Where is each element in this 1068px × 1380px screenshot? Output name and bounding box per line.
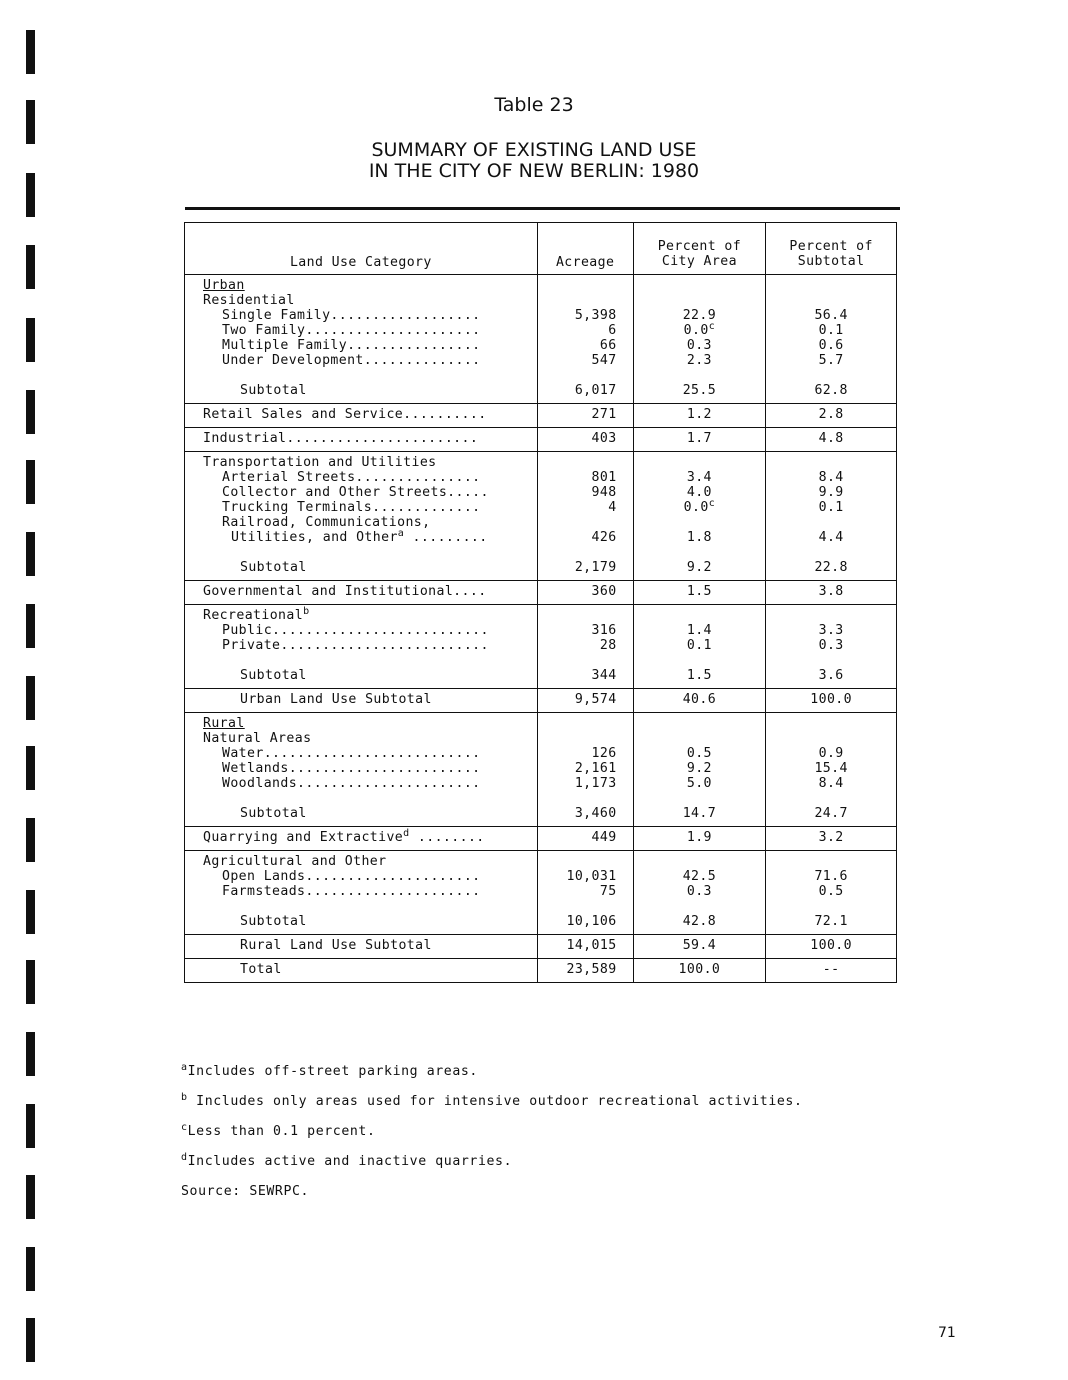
footnote: $^b$ Includes only areas used for intensive outdoor recreational activities. (181, 1092, 803, 1109)
footnote-marker: c (708, 321, 716, 332)
row-label: Public.......................... (222, 623, 489, 638)
subtotal-label: Rural Land Use Subtotal (240, 938, 432, 953)
column-header-percent-city: Percent of City Area (633, 223, 766, 275)
table-row-natural-areas: Rural Natural Areas Water.......................... Wetlands....................... Woodlands...................... Subtotal 126 2,161 1,173 3,460 0.5 9.2 5.0 14.7 0.9 15.4 8.4 24.7 (185, 713, 897, 827)
binding-mark (26, 390, 35, 434)
binding-mark (26, 460, 35, 504)
row-label: Wetlands....................... (222, 761, 481, 776)
binding-mark (26, 676, 35, 720)
title-rule (185, 207, 900, 210)
percent-with-note: 0.0$^c$ (683, 498, 716, 515)
source-note: Source: SEWRPC. (181, 1184, 310, 1199)
table-row-industrial: Industrial....................... 403 1.7 4.8 (185, 428, 897, 452)
binding-mark (26, 318, 35, 362)
table-row-urban-subtotal: Urban Land Use Subtotal 9,574 40.6 100.0 (185, 689, 897, 713)
section-heading-rural: Rural (203, 716, 245, 731)
footnote: $^d$Includes active and inactive quarries. (181, 1152, 513, 1169)
table-row-recreational: Recreational$^b$ Public.......................... Private......................... Subtotal 316 28 344 1.4 0.1 1.5 3.3 0.3 3.6 (185, 605, 897, 689)
group-label-agricultural: Agricultural and Other (203, 854, 387, 869)
row-label: Water.......................... (222, 746, 481, 761)
table-row-quarrying: Quarrying and Extractive$^d$ ........ 449 1.9 3.2 (185, 827, 897, 851)
group-label-residential: Residential (203, 293, 295, 308)
table-row-residential: Urban Residential Single Family.................. Two Family..................... Multiple Family................ Under Development.............. Subtotal 5,398 6 66 547 6,017 22.9 0.0$^c$ 0.3 2.3 25.5 56.4 0.1 0.6 5.7 62.8 (185, 275, 897, 404)
subtotal-label: Subtotal (240, 806, 307, 821)
column-header-percent-subtotal: Percent of Subtotal (766, 223, 897, 275)
row-label: Collector and Other Streets..... (222, 485, 489, 500)
row-label: Two Family..................... (222, 323, 481, 338)
subtotal-label: Subtotal (240, 383, 307, 398)
row-label: Private......................... (222, 638, 489, 653)
row-label: Under Development.............. (222, 353, 481, 368)
binding-mark (26, 960, 35, 1004)
subtotal-label: Subtotal (240, 668, 307, 683)
row-label: Industrial....................... (203, 431, 479, 446)
page-number: 71 (938, 1325, 956, 1341)
binding-mark (26, 746, 35, 790)
binding-mark (26, 245, 35, 289)
group-label-recreational: Recreational$^b$ (203, 606, 310, 623)
table-row-total: Total 23,589 100.0 -- (185, 959, 897, 983)
row-label: Utilities, and Other$^a$ ......... (231, 528, 488, 545)
subtotal-label: Subtotal (240, 560, 307, 575)
row-label: Multiple Family................ (222, 338, 481, 353)
table-row-agricultural: Agricultural and Other Open Lands..................... Farmsteads..................... Subtotal 10,031 75 10,106 42.5 0.3 42.8 71.6 0.5 72.1 (185, 851, 897, 935)
binding-mark (26, 1175, 35, 1219)
binding-mark (26, 818, 35, 862)
group-label-transportation: Transportation and Utilities (203, 455, 437, 470)
binding-mark (26, 30, 35, 74)
footnote: $^a$Includes off-street parking areas. (181, 1062, 478, 1079)
row-label: Open Lands..................... (222, 869, 481, 884)
binding-mark (26, 1104, 35, 1148)
table-title-line-1: SUMMARY OF EXISTING LAND USE (371, 139, 697, 161)
binding-mark (26, 1318, 35, 1362)
header-row (185, 223, 897, 275)
section-heading-urban: Urban (203, 278, 245, 293)
footnote-marker: d (403, 828, 410, 839)
table-label: Table 23 (494, 94, 574, 116)
row-label: Arterial Streets............... (222, 470, 481, 485)
table-row-governmental: Governmental and Institutional.... 360 1.5 3.8 (185, 581, 897, 605)
row-label: Farmsteads..................... (222, 884, 481, 899)
subtotal-label: Subtotal (240, 914, 307, 929)
footnote: $^c$Less than 0.1 percent. (181, 1122, 376, 1139)
row-label: Quarrying and Extractive$^d$ ........ (203, 828, 485, 845)
footnote-marker: b (303, 606, 310, 617)
binding-mark (26, 604, 35, 648)
land-use-table (184, 222, 897, 983)
row-label: Railroad, Communications, (222, 515, 431, 530)
subtotal-label: Urban Land Use Subtotal (240, 692, 432, 707)
table-row-transportation: Transportation and Utilities Arterial Streets............... Collector and Other Streets..... Trucking Terminals............. Railroad, Communications, Utilities, and Other$^a$ ......... Subtotal 801 948 4 426 2,179 3.4 4.0 0.0$^c$ 1.8 9.2 8.4 9.9 0.1 4.4 22.8 (185, 452, 897, 581)
binding-mark (26, 532, 35, 576)
binding-mark (26, 1032, 35, 1076)
row-label: Single Family.................. (222, 308, 481, 323)
group-label-natural-areas: Natural Areas (203, 731, 312, 746)
column-header-category: Land Use Category (185, 223, 538, 275)
row-label: Woodlands...................... (222, 776, 481, 791)
footnotes (181, 1062, 802, 1212)
row-label: Trucking Terminals............. (222, 500, 481, 515)
percent-with-note: 0.0$^c$ (683, 321, 716, 338)
binding-mark (26, 890, 35, 934)
table-title-line-2: IN THE CITY OF NEW BERLIN: 1980 (368, 160, 700, 182)
row-label: Retail Sales and Service.......... (203, 407, 487, 422)
table-row-rural-subtotal: Rural Land Use Subtotal 14,015 59.4 100.0 (185, 935, 897, 959)
binding-mark (26, 1247, 35, 1291)
column-header-acreage: Acreage (537, 223, 633, 275)
table-row-retail: Retail Sales and Service.......... 271 1.2 2.8 (185, 404, 897, 428)
footnote-marker: a (397, 528, 405, 539)
total-label: Total (240, 962, 282, 977)
row-label: Governmental and Institutional.... (203, 584, 487, 599)
footnote-marker: c (708, 498, 716, 509)
